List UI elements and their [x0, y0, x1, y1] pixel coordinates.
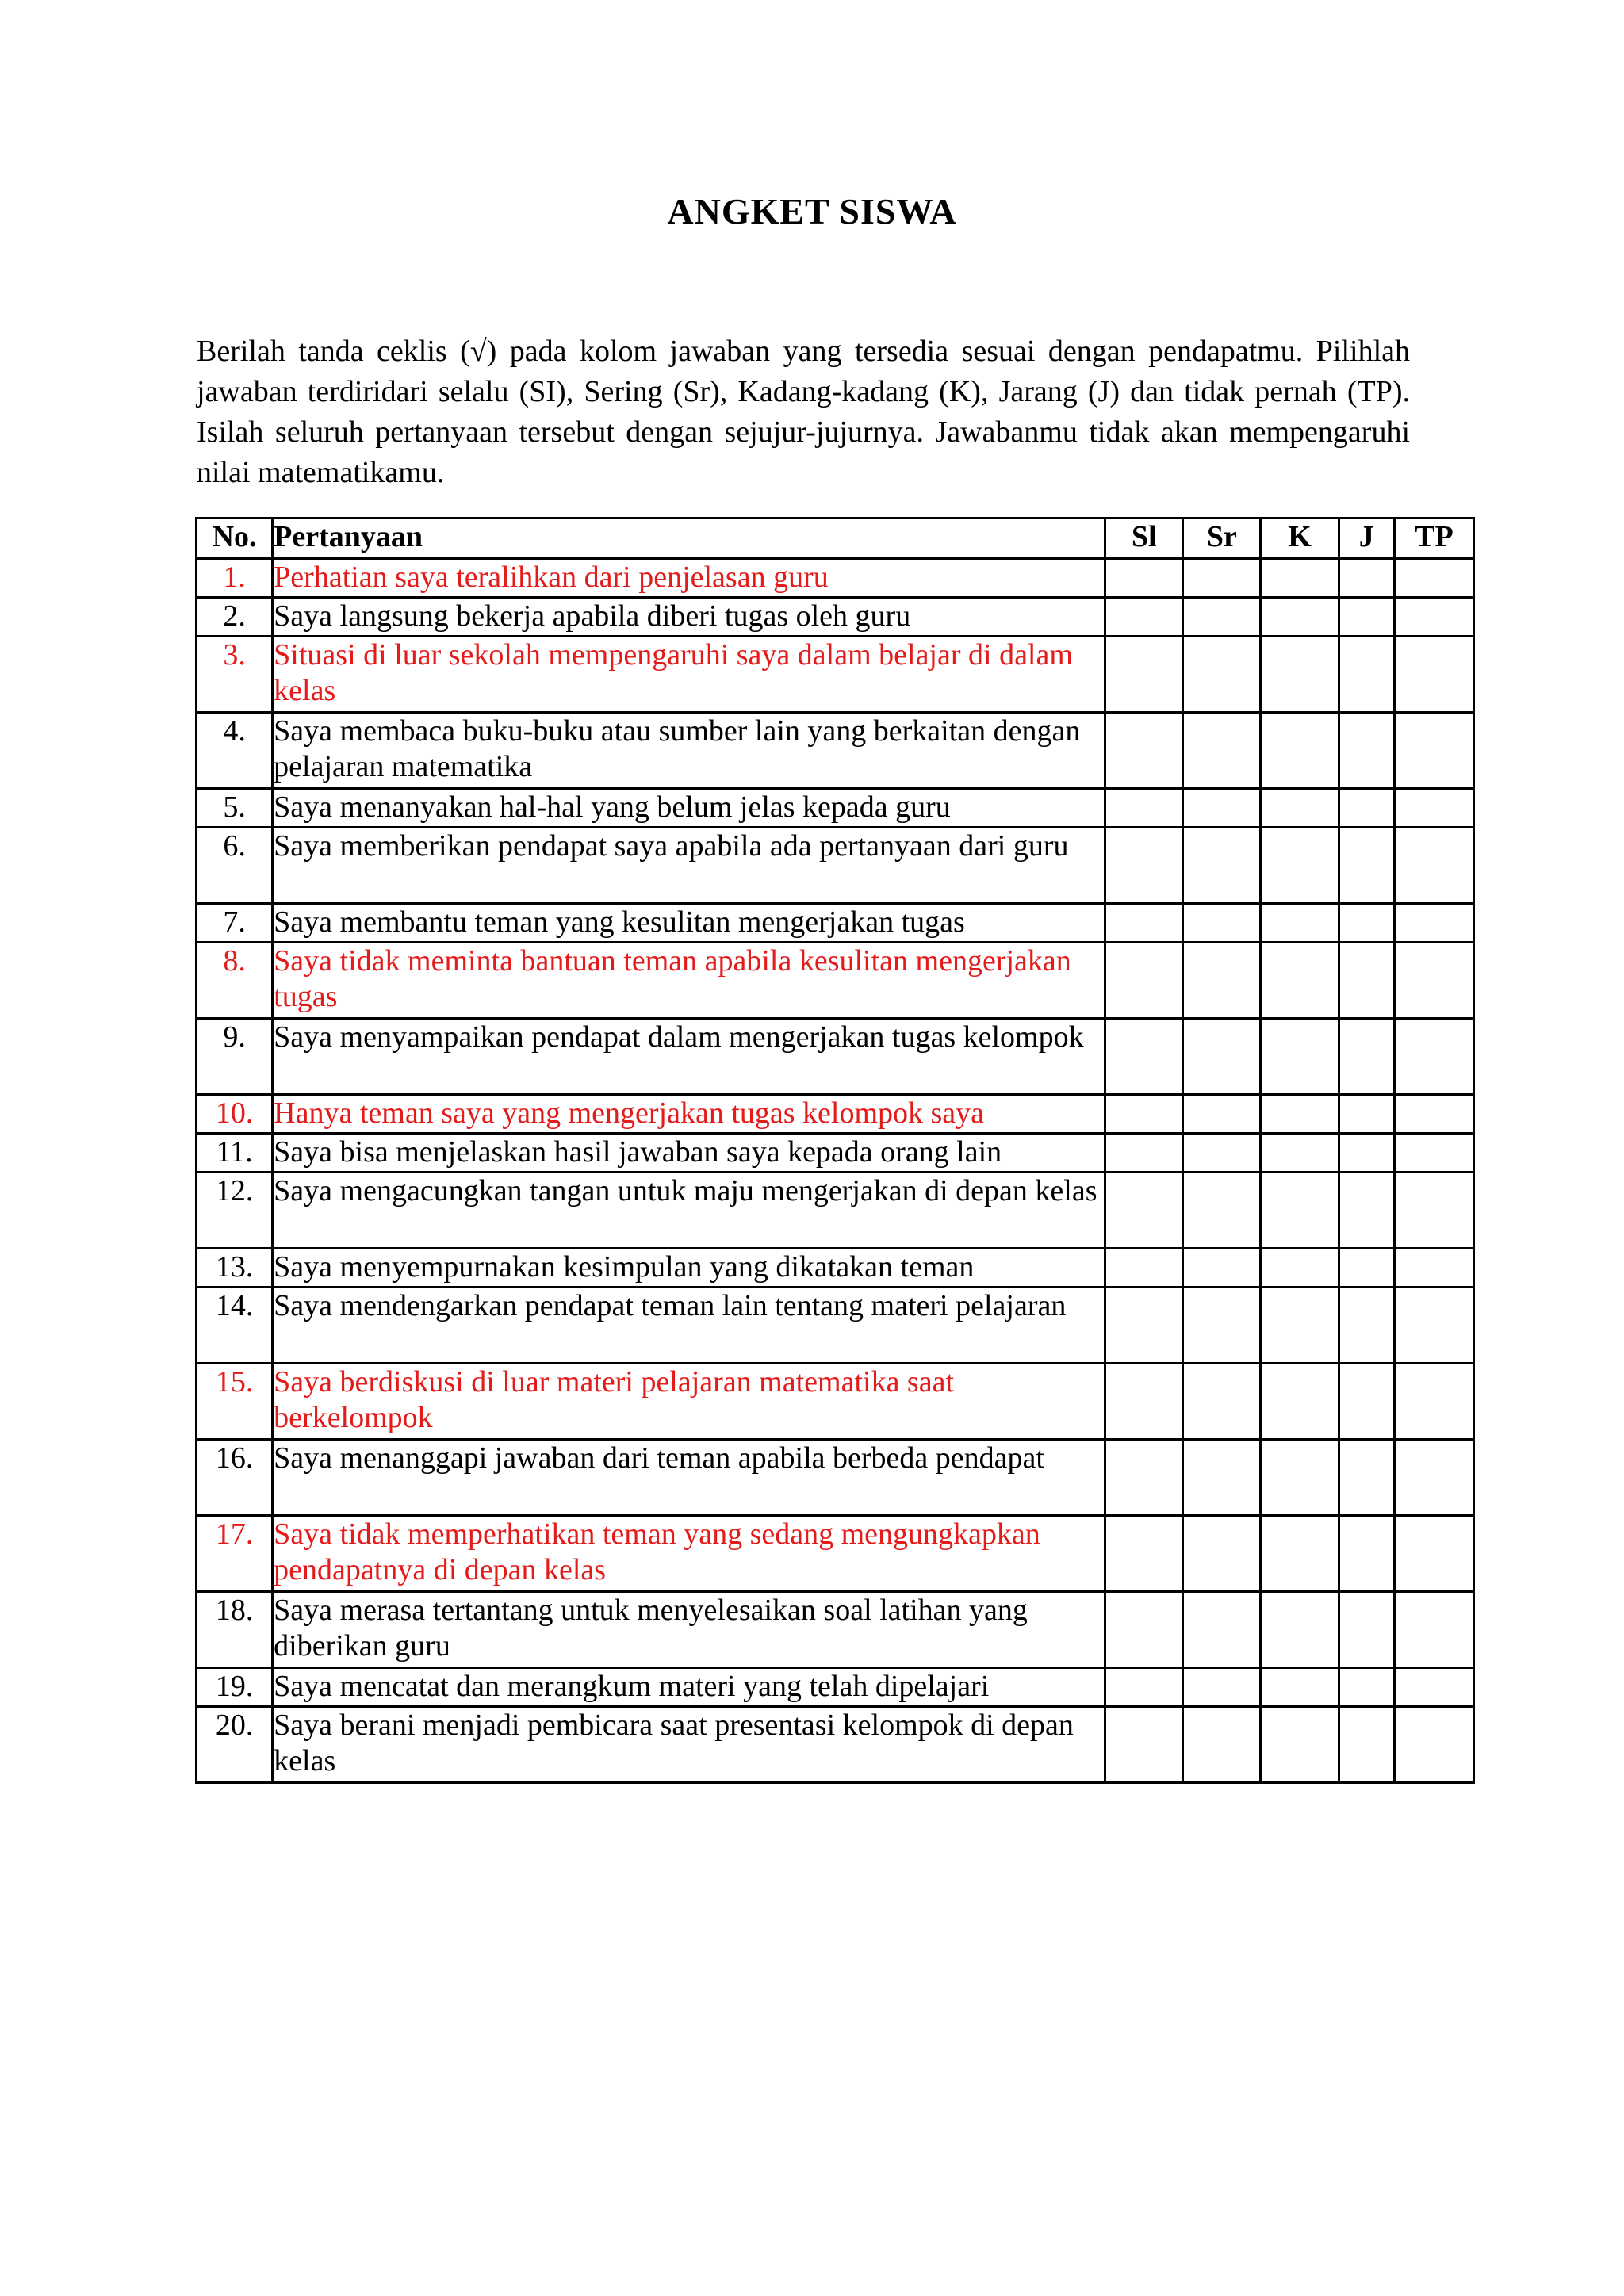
item-question: Saya bisa menjelaskan hasil jawaban saya kepada orang lain [273, 1134, 1105, 1173]
item-number: 19. [197, 1668, 273, 1707]
item-question: Saya menanyakan hal-hal yang belum jelas kepada guru [273, 789, 1105, 828]
item-question: Saya membaca buku-buku atau sumber lain yang berkaitan dengan pelajaran matematika [273, 713, 1105, 789]
table-row [197, 1095, 1474, 1134]
answer-cell-sr[interactable] [1183, 1095, 1261, 1134]
answer-cell-tp[interactable] [1394, 559, 1473, 598]
answer-cell-sl[interactable] [1105, 943, 1183, 1019]
answer-cell-sl[interactable] [1105, 828, 1183, 904]
answer-cell-j[interactable] [1339, 637, 1394, 713]
answer-cell-sr[interactable] [1183, 1707, 1261, 1783]
answer-cell-k[interactable] [1261, 1019, 1339, 1095]
answer-cell-tp[interactable] [1394, 789, 1473, 828]
answer-cell-sr[interactable] [1183, 1592, 1261, 1668]
answer-cell-j[interactable] [1339, 1095, 1394, 1134]
item-question: Saya tidak meminta bantuan teman apabila kesulitan mengerjakan tugas [273, 943, 1105, 1019]
item-question: Saya mengacungkan tangan untuk maju mengerjakan di depan kelas [273, 1173, 1105, 1249]
answer-cell-j[interactable] [1339, 1440, 1394, 1516]
answer-cell-k[interactable] [1261, 1173, 1339, 1249]
table-row [197, 943, 1474, 1019]
answer-cell-k[interactable] [1261, 1134, 1339, 1173]
item-number: 13. [197, 1249, 273, 1288]
answer-cell-sr[interactable] [1183, 1019, 1261, 1095]
item-question: Saya berani menjadi pembicara saat presentasi kelompok di depan kelas [273, 1707, 1105, 1783]
answer-cell-j[interactable] [1339, 598, 1394, 637]
answer-cell-sr[interactable] [1183, 1364, 1261, 1440]
answer-cell-j[interactable] [1339, 828, 1394, 904]
answer-cell-j[interactable] [1339, 789, 1394, 828]
table-row [197, 789, 1474, 828]
answer-cell-j[interactable] [1339, 1134, 1394, 1173]
answer-cell-tp[interactable] [1394, 1249, 1473, 1288]
answer-cell-sl[interactable] [1105, 1095, 1183, 1134]
item-question: Hanya teman saya yang mengerjakan tugas kelompok saya [273, 1095, 1105, 1134]
answer-cell-j[interactable] [1339, 559, 1394, 598]
answer-cell-sr[interactable] [1183, 1440, 1261, 1516]
answer-cell-sr[interactable] [1183, 637, 1261, 713]
table-row [197, 1668, 1474, 1707]
instructions-paragraph: Berilah tanda ceklis (√) pada kolom jawaban yang tersedia sesuai dengan pendapatmu. Pilihlah jawaban terdiridari selalu (SI), Sering (Sr), Kadang-kadang (K), Jarang (J) dan tidak pernah (TP). Isilah seluruh pertanyaan tersebut dengan sejujur-jujurnya. Jawabanmu tidak akan mempengaruhi nilai matematikamu. [197, 335, 1410, 489]
answer-cell-sl[interactable] [1105, 1364, 1183, 1440]
answer-cell-tp[interactable] [1394, 1134, 1473, 1173]
answer-cell-sl[interactable] [1105, 1592, 1183, 1668]
item-question: Saya mencatat dan merangkum materi yang telah dipelajari [273, 1668, 1105, 1707]
answer-cell-sr[interactable] [1183, 904, 1261, 943]
answer-cell-sr[interactable] [1183, 598, 1261, 637]
table-row [197, 1440, 1474, 1516]
answer-cell-k[interactable] [1261, 789, 1339, 828]
answer-cell-j[interactable] [1339, 1364, 1394, 1440]
table-row [197, 1019, 1474, 1095]
answer-cell-sl[interactable] [1105, 559, 1183, 598]
answer-cell-k[interactable] [1261, 637, 1339, 713]
item-number: 5. [197, 789, 273, 828]
item-number: 16. [197, 1440, 273, 1516]
table-row [197, 1173, 1474, 1249]
table-row [197, 1288, 1474, 1364]
answer-cell-sl[interactable] [1105, 1173, 1183, 1249]
item-question: Saya tidak memperhatikan teman yang sedang mengungkapkan pendapatnya di depan kelas [273, 1516, 1105, 1592]
item-number: 15. [197, 1364, 273, 1440]
answer-cell-sr[interactable] [1183, 1134, 1261, 1173]
answer-cell-k[interactable] [1261, 943, 1339, 1019]
answer-cell-tp[interactable] [1394, 1173, 1473, 1249]
table-row [197, 559, 1474, 598]
item-number: 7. [197, 904, 273, 943]
answer-cell-tp[interactable] [1394, 1364, 1473, 1440]
item-question: Saya mendengarkan pendapat teman lain tentang materi pelajaran [273, 1288, 1105, 1364]
answer-cell-j[interactable] [1339, 1592, 1394, 1668]
answer-cell-tp[interactable] [1394, 904, 1473, 943]
item-number: 9. [197, 1019, 273, 1095]
item-question: Perhatian saya teralihkan dari penjelasan guru [273, 559, 1105, 598]
item-number: 12. [197, 1173, 273, 1249]
header-tp: TP [1394, 519, 1473, 559]
answer-cell-j[interactable] [1339, 1707, 1394, 1783]
table-row [197, 904, 1474, 943]
answer-cell-tp[interactable] [1394, 828, 1473, 904]
item-question: Saya langsung bekerja apabila diberi tugas oleh guru [273, 598, 1105, 637]
item-number: 18. [197, 1592, 273, 1668]
answer-cell-sl[interactable] [1105, 1668, 1183, 1707]
answer-cell-sr[interactable] [1183, 713, 1261, 789]
answer-cell-j[interactable] [1339, 1516, 1394, 1592]
item-number: 8. [197, 943, 273, 1019]
item-number: 20. [197, 1707, 273, 1783]
answer-cell-tp[interactable] [1394, 637, 1473, 713]
answer-cell-tp[interactable] [1394, 1288, 1473, 1364]
item-number: 2. [197, 598, 273, 637]
answer-cell-k[interactable] [1261, 1707, 1339, 1783]
item-number: 1. [197, 559, 273, 598]
table-row [197, 598, 1474, 637]
answer-cell-sr[interactable] [1183, 828, 1261, 904]
answer-cell-sl[interactable] [1105, 713, 1183, 789]
answer-cell-sl[interactable] [1105, 1288, 1183, 1364]
answer-cell-sr[interactable] [1183, 1288, 1261, 1364]
item-question: Situasi di luar sekolah mempengaruhi saya dalam belajar di dalam kelas [273, 637, 1105, 713]
answer-cell-sr[interactable] [1183, 1516, 1261, 1592]
item-number: 6. [197, 828, 273, 904]
answer-cell-k[interactable] [1261, 713, 1339, 789]
answer-cell-k[interactable] [1261, 1288, 1339, 1364]
answer-cell-sl[interactable] [1105, 1134, 1183, 1173]
answer-cell-sl[interactable] [1105, 598, 1183, 637]
answer-cell-sr[interactable] [1183, 1668, 1261, 1707]
answer-cell-sl[interactable] [1105, 1707, 1183, 1783]
answer-cell-tp[interactable] [1394, 1516, 1473, 1592]
answer-cell-sl[interactable] [1105, 789, 1183, 828]
answer-cell-j[interactable] [1339, 1019, 1394, 1095]
answer-cell-tp[interactable] [1394, 1707, 1473, 1783]
answer-cell-k[interactable] [1261, 1440, 1339, 1516]
answer-cell-sl[interactable] [1105, 1440, 1183, 1516]
table-row [197, 637, 1474, 713]
answer-cell-k[interactable] [1261, 1516, 1339, 1592]
answer-cell-tp[interactable] [1394, 1592, 1473, 1668]
header-sr: Sr [1183, 519, 1261, 559]
answer-cell-sr[interactable] [1183, 943, 1261, 1019]
table-row [197, 1516, 1474, 1592]
answer-cell-tp[interactable] [1394, 1019, 1473, 1095]
answer-cell-j[interactable] [1339, 1249, 1394, 1288]
item-number: 10. [197, 1095, 273, 1134]
answer-cell-j[interactable] [1339, 1173, 1394, 1249]
item-question: Saya menyampaikan pendapat dalam mengerjakan tugas kelompok [273, 1019, 1105, 1095]
answer-cell-sl[interactable] [1105, 1019, 1183, 1095]
item-question: Saya membantu teman yang kesulitan mengerjakan tugas [273, 904, 1105, 943]
answer-cell-k[interactable] [1261, 828, 1339, 904]
table-row [197, 828, 1474, 904]
page-title: ANGKET SISWA [667, 191, 957, 232]
answer-cell-j[interactable] [1339, 1668, 1394, 1707]
answer-cell-sl[interactable] [1105, 904, 1183, 943]
item-number: 11. [197, 1134, 273, 1173]
item-question: Saya memberikan pendapat saya apabila ada pertanyaan dari guru [273, 828, 1105, 904]
answer-cell-sr[interactable] [1183, 559, 1261, 598]
item-number: 17. [197, 1516, 273, 1592]
table-row [197, 1707, 1474, 1783]
survey-table [195, 517, 1475, 1784]
item-question: Saya menanggapi jawaban dari teman apabila berbeda pendapat [273, 1440, 1105, 1516]
answer-cell-sl[interactable] [1105, 1249, 1183, 1288]
item-number: 14. [197, 1288, 273, 1364]
answer-cell-k[interactable] [1261, 904, 1339, 943]
answer-cell-j[interactable] [1339, 713, 1394, 789]
answer-cell-j[interactable] [1339, 904, 1394, 943]
item-number: 4. [197, 713, 273, 789]
answer-cell-sr[interactable] [1183, 1249, 1261, 1288]
answer-cell-tp[interactable] [1394, 1095, 1473, 1134]
table-row [197, 1592, 1474, 1668]
table-row [197, 1364, 1474, 1440]
header-k: K [1261, 519, 1339, 559]
answer-cell-tp[interactable] [1394, 1440, 1473, 1516]
answer-cell-sr[interactable] [1183, 789, 1261, 828]
answer-cell-j[interactable] [1339, 943, 1394, 1019]
answer-cell-j[interactable] [1339, 1288, 1394, 1364]
answer-cell-sl[interactable] [1105, 637, 1183, 713]
answer-cell-k[interactable] [1261, 1364, 1339, 1440]
item-question: Saya menyempurnakan kesimpulan yang dikatakan teman [273, 1249, 1105, 1288]
answer-cell-k[interactable] [1261, 1592, 1339, 1668]
answer-cell-k[interactable] [1261, 1095, 1339, 1134]
answer-cell-tp[interactable] [1394, 598, 1473, 637]
item-question: Saya berdiskusi di luar materi pelajaran matematika saat berkelompok [273, 1364, 1105, 1440]
answer-cell-tp[interactable] [1394, 1668, 1473, 1707]
answer-cell-k[interactable] [1261, 1668, 1339, 1707]
header-j: J [1339, 519, 1394, 559]
header-sl: Sl [1105, 519, 1183, 559]
table-header-row [197, 519, 1474, 559]
answer-cell-k[interactable] [1261, 598, 1339, 637]
table-row [197, 713, 1474, 789]
table-row [197, 1134, 1474, 1173]
header-question: Pertanyaan [273, 519, 1105, 559]
answer-cell-k[interactable] [1261, 1249, 1339, 1288]
answer-cell-sr[interactable] [1183, 1173, 1261, 1249]
header-no: No. [197, 519, 273, 559]
answer-cell-tp[interactable] [1394, 943, 1473, 1019]
item-number: 3. [197, 637, 273, 713]
table-row [197, 1249, 1474, 1288]
item-question: Saya merasa tertantang untuk menyelesaikan soal latihan yang diberikan guru [273, 1592, 1105, 1668]
answer-cell-sl[interactable] [1105, 1516, 1183, 1592]
answer-cell-k[interactable] [1261, 559, 1339, 598]
answer-cell-tp[interactable] [1394, 713, 1473, 789]
